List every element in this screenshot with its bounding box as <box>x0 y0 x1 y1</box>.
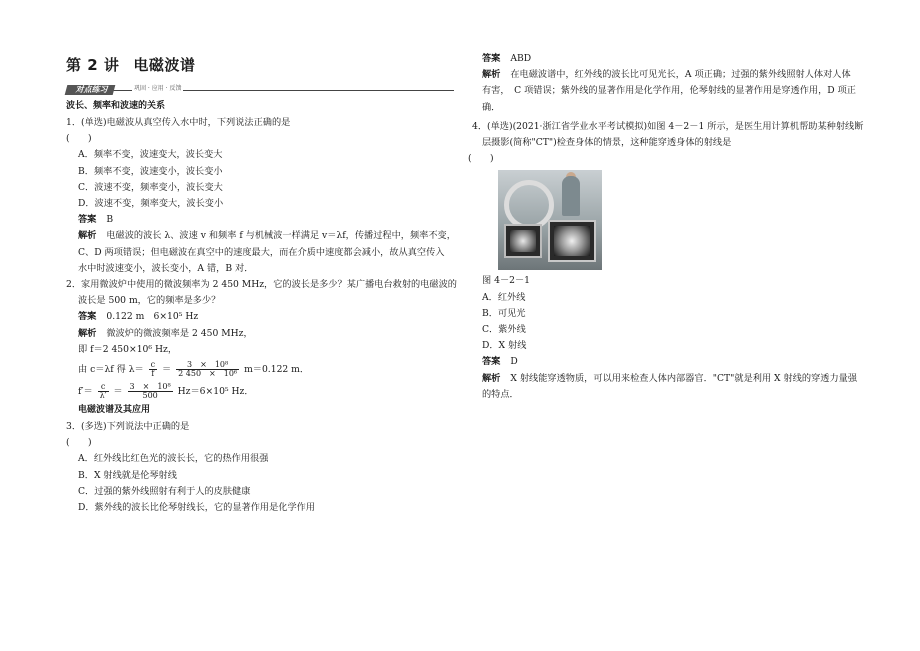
q3-option-a: A．红外线比红色光的波长长，它的热作用很强 <box>78 453 269 465</box>
q2-equation-2 <box>78 361 456 378</box>
denominator: 2 450 × 10⁶ <box>178 369 238 379</box>
page-title <box>66 58 456 73</box>
q1-explanation-2: C、D 两项错误；但电磁波在真空中的速度最大，而在介质中速度都会减小，故从真空传入 <box>78 246 445 258</box>
denominator: λ′ <box>99 391 107 401</box>
q1-option-a: A．频率不变，波速变大，波长变大 <box>78 149 223 161</box>
explanation-text: 微波炉的微波频率是 2 450 MHz， <box>106 327 253 339</box>
q4-stem-2: 层摄影(简称"CT")检查身体的情景，这种能穿透身体的射线是 <box>482 137 732 149</box>
eq2-suffix: m＝0.122 m． <box>244 364 310 376</box>
numerator: c <box>98 383 109 392</box>
fraction-c-over-lambda <box>98 383 109 400</box>
q4-paren: ( ) <box>468 153 494 165</box>
explanation-label: 解析 <box>78 230 97 242</box>
ct-scan-photo <box>498 170 602 270</box>
q1-stem: 1．(单选)电磁波从真空传入水中时，下列说法正确的是 <box>66 117 291 128</box>
denominator: 500 <box>142 391 158 401</box>
answer-value: 0.122 m 6×10⁵ Hz <box>106 311 199 323</box>
answer-label: 答案 <box>482 53 501 64</box>
q1-answer <box>78 215 456 224</box>
band-rule <box>66 90 454 91</box>
q3-option-c: C．过强的紫外线照射有利于人的皮肤健康 <box>78 485 251 497</box>
q1-option-c: C．波速不变，频率变小，波长变大 <box>78 181 223 193</box>
section-heading-1: 波长、频率和波速的关系 <box>66 101 166 111</box>
monitor-left <box>504 224 542 258</box>
explanation-text: 电磁波的波长 λ、波速 v 和频率 f 与机械波一样满足 v＝λf，传播过程中，频率不变， <box>106 230 456 242</box>
numerator: c <box>150 360 156 370</box>
explanation-text: X 射线能穿透物质，可以用来检查人体内部器官．"CT"就是利用 X 射线的穿透力量强 <box>510 372 858 384</box>
q1-explanation-3: 水中时波速变小，波长变小，A 错，B 对． <box>78 262 254 274</box>
q3-explanation-2: 有害， C 项错误；紫外线的显著作用是化学作用，伦琴射线的显著作用是穿透作用，D 项正 <box>482 85 856 97</box>
q4-option-b: B．可见光 <box>482 307 526 319</box>
fraction-frequency <box>128 383 173 400</box>
ct-scanner-ring <box>504 180 554 230</box>
eq3-prefix: f′＝ <box>78 386 93 398</box>
explanation-label: 解析 <box>482 372 501 384</box>
q2-equation-3 <box>78 383 456 400</box>
q2-stem-2: 波长是 500 m，它的频率是多少？ <box>78 295 221 307</box>
monitor-right <box>548 220 596 262</box>
q4-answer <box>482 357 862 366</box>
right-column <box>468 53 864 406</box>
answer-label: 答案 <box>482 356 501 368</box>
q1-option-d: D．波速不变，频率变大，波长变小 <box>78 198 224 210</box>
q3-stem: 3．(多选)下列说法中正确的是 <box>66 421 190 433</box>
doctor-figure <box>562 176 580 216</box>
q4-explanation-1 <box>482 374 862 383</box>
explanation-text: 在电磁波谱中，红外线的波长比可见光长，A 项正确；过强的紫外线照射人体对人体 <box>510 69 851 81</box>
numerator: 3 × 10⁸ <box>176 361 239 370</box>
q4-option-a: A．红外线 <box>482 291 526 303</box>
q2-stem-1: 2．家用微波炉中使用的微波频率为 2 450 MHz，它的波长是多少？某广播电台救射的电磁波的 <box>66 279 457 291</box>
q1-explanation-1 <box>78 231 456 240</box>
answer-value: ABD <box>510 53 532 64</box>
equals: ＝ <box>162 364 172 376</box>
q3-paren: ( ) <box>66 437 92 449</box>
section-heading-2: 电磁波谱及其应用 <box>78 405 151 416</box>
q3-option-b: B．X 射线就是伦琴射线 <box>78 469 177 481</box>
equals: ＝ <box>113 386 123 398</box>
q3-explanation-3: 确． <box>482 101 501 113</box>
answer-label: 答案 <box>78 214 97 226</box>
q4-option-c: C．紫外线 <box>482 324 526 336</box>
band-tag: 对点练习 <box>65 85 116 95</box>
explanation-label: 解析 <box>482 69 501 81</box>
q4-stem-1: 4．(单选)(2021·浙江省学业水平考试模拟)如图 4－2－1 所示，是医生用计算机帮助某种射线断 <box>472 120 864 132</box>
q4-explanation-2: 的特点． <box>482 388 519 400</box>
numerator: 3 × 10⁸ <box>129 382 171 392</box>
eq3-suffix: Hz＝6×10⁵ Hz． <box>177 386 254 398</box>
explanation-label: 解析 <box>78 327 97 339</box>
section-band <box>66 85 456 96</box>
q3-answer <box>482 54 862 63</box>
figure-caption: 图 4－2－1 <box>482 275 531 287</box>
q2-explanation-1 <box>78 329 456 338</box>
band-subtitle: 巩固 · 应用 · 反馈 <box>134 85 182 92</box>
lecture-topic: 电磁波谱 <box>133 56 196 74</box>
q1-option-b: B．频率不变，波速变小，波长变小 <box>78 165 223 177</box>
answer-value: B <box>106 214 114 226</box>
fraction-wavelength <box>176 361 239 378</box>
answer-value: D <box>510 356 518 368</box>
q3-explanation-1 <box>482 70 862 79</box>
denominator: f <box>151 369 155 379</box>
fraction-c-over-f <box>149 361 157 378</box>
q4-option-d: D．X 射线 <box>482 340 527 352</box>
lecture-number: 第 2 讲 <box>66 56 120 74</box>
q2-equation-1: 即 f＝2 450×10⁶ Hz， <box>78 343 178 355</box>
q1-paren: ( ) <box>66 133 92 145</box>
answer-label: 答案 <box>78 311 97 323</box>
q3-option-d: D．紫外线的波长比伦琴射线长，它的显著作用是化学作用 <box>78 502 316 514</box>
q2-answer <box>78 312 456 321</box>
left-column <box>66 58 456 519</box>
eq2-prefix: 由 c＝λf 得 λ＝ <box>78 364 144 376</box>
